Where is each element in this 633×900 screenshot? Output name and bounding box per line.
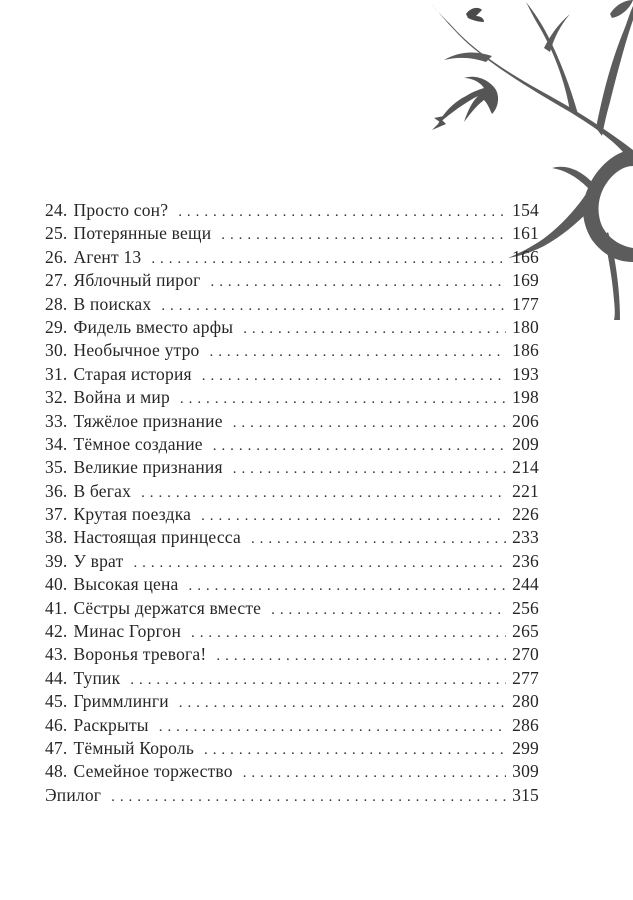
toc-entry[interactable] (45, 246, 539, 269)
chapter-number: 40. (45, 574, 68, 595)
dot-leader (191, 622, 506, 645)
page-number: 236 (512, 550, 539, 571)
chapter-number: 48. (45, 761, 68, 782)
page-number: 180 (512, 316, 539, 337)
toc-entry[interactable] (45, 363, 539, 386)
dot-leader (133, 552, 506, 575)
chapter-number: 37. (45, 504, 68, 525)
toc-entry[interactable] (45, 667, 539, 690)
dot-leader (233, 458, 506, 481)
page-number: 270 (512, 644, 539, 665)
chapter-number: 27. (45, 270, 68, 291)
chapter-number: 46. (45, 714, 68, 735)
bird-icon (466, 8, 484, 22)
page-number: 226 (512, 504, 539, 525)
dot-leader (243, 318, 506, 341)
page-number: 233 (512, 527, 539, 548)
chapter-title: Потерянные вещи (73, 223, 212, 244)
page-number: 198 (512, 387, 539, 408)
page-number: 315 (512, 784, 539, 805)
chapter-title: Просто сон? (73, 200, 169, 220)
toc-entry[interactable] (45, 503, 539, 526)
chapter-title: Воронья тревога! (73, 644, 207, 665)
chapter-number: 42. (45, 621, 68, 642)
chapter-number: 41. (45, 597, 68, 618)
toc-entry[interactable] (45, 316, 539, 339)
chapter-title: Семейное торжество (73, 761, 233, 782)
chapter-title: Высокая цена (73, 574, 179, 595)
page-number: 309 (512, 761, 539, 782)
chapter-title: Тёмный Король (73, 737, 195, 758)
chapter-title: Минас Горгон (73, 621, 182, 642)
page-number: 214 (512, 457, 539, 478)
toc-entry[interactable] (45, 269, 539, 292)
chapter-title: Необычное утро (73, 340, 200, 361)
chapter-title: Война и мир (73, 387, 170, 408)
chapter-number: 34. (45, 433, 68, 454)
chapter-number: 45. (45, 691, 68, 712)
page-number: 154 (512, 200, 539, 220)
dot-leader (233, 412, 506, 435)
page-number: 186 (512, 340, 539, 361)
dot-leader (202, 365, 506, 388)
toc-entry[interactable] (45, 550, 539, 573)
toc-entry[interactable] (45, 597, 539, 620)
toc-entry[interactable] (45, 643, 539, 666)
chapter-title: Агент 13 (73, 246, 142, 267)
toc-entry[interactable] (45, 714, 539, 737)
toc-entry[interactable] (45, 386, 539, 409)
page-number: 256 (512, 597, 539, 618)
chapter-title: В поисках (73, 293, 152, 314)
dot-leader (130, 669, 506, 692)
toc-entry[interactable] (45, 222, 539, 245)
page-number: 244 (512, 574, 539, 595)
chapter-title: Яблочный пирог (73, 270, 201, 291)
dot-leader (204, 739, 506, 762)
chapter-title: В бегах (73, 480, 132, 501)
dot-leader (221, 224, 506, 247)
chapter-number: 28. (45, 293, 68, 314)
toc-entry[interactable] (45, 199, 539, 222)
dot-leader (111, 786, 506, 809)
swallow-icon (432, 77, 498, 130)
chapter-number: 43. (45, 644, 68, 665)
page-number: 177 (512, 293, 539, 314)
toc-entry[interactable] (45, 760, 539, 783)
epilogue-title: Эпилог (45, 784, 102, 805)
chapter-number: 44. (45, 667, 68, 688)
chapter-title: Фидель вместо арфы (73, 316, 234, 337)
toc-entry[interactable] (45, 737, 539, 760)
page-number: 277 (512, 667, 539, 688)
chapter-title: Гриммлинги (73, 691, 169, 712)
dot-leader (161, 295, 506, 318)
dot-leader (271, 599, 506, 622)
chapter-title: Тёмное создание (73, 433, 203, 454)
dot-leader (159, 716, 506, 739)
toc-entry[interactable] (45, 573, 539, 596)
page-number: 280 (512, 691, 539, 712)
toc-entry[interactable] (45, 433, 539, 456)
chapter-title: Настоящая принцесса (73, 527, 241, 548)
dot-leader (213, 435, 506, 458)
chapter-number: 26. (45, 246, 68, 267)
toc-entry[interactable] (45, 339, 539, 362)
page-number: 209 (512, 433, 539, 454)
dot-leader (151, 248, 506, 271)
toc-entry[interactable] (45, 293, 539, 316)
dot-leader (178, 201, 506, 224)
toc-entry[interactable] (45, 690, 539, 713)
chapter-title: Старая история (73, 363, 192, 384)
toc-entry-epilogue[interactable] (45, 784, 539, 807)
page-number: 169 (512, 270, 539, 291)
dot-leader (180, 388, 506, 411)
chapter-number: 24. (45, 200, 68, 220)
toc-entry[interactable] (45, 620, 539, 643)
chapter-number: 47. (45, 737, 68, 758)
chapter-title: Сёстры держатся вместе (73, 597, 262, 618)
toc-entry[interactable] (45, 480, 539, 503)
toc-entry[interactable] (45, 526, 539, 549)
page-number: 265 (512, 621, 539, 642)
dot-leader (189, 575, 507, 598)
dot-leader (210, 341, 507, 364)
chapter-title: Тупик (73, 667, 121, 688)
dot-leader (211, 271, 507, 294)
dot-leader (179, 692, 506, 715)
toc-entry[interactable] (45, 456, 539, 479)
dot-leader (243, 762, 506, 785)
chapter-number: 32. (45, 387, 68, 408)
chapter-title: Тяжёлое признание (73, 410, 223, 431)
page-number: 166 (512, 246, 539, 267)
page-number: 161 (512, 223, 539, 244)
dot-leader (216, 645, 506, 668)
page-number: 221 (512, 480, 539, 501)
chapter-title: Великие признания (73, 457, 223, 478)
chapter-title: Крутая поездка (73, 504, 192, 525)
page-number: 299 (512, 737, 539, 758)
chapter-number: 35. (45, 457, 68, 478)
chapter-number: 25. (45, 223, 68, 244)
dot-leader (201, 505, 506, 528)
chapter-number: 38. (45, 527, 68, 548)
toc-entry[interactable] (45, 410, 539, 433)
chapter-number: 30. (45, 340, 68, 361)
chapter-title: У врат (73, 550, 124, 571)
chapter-number: 33. (45, 410, 68, 431)
table-of-contents (45, 199, 539, 807)
chapter-title: Раскрыты (73, 714, 149, 735)
page-number: 206 (512, 410, 539, 431)
dot-leader (141, 482, 506, 505)
page-number: 286 (512, 714, 539, 735)
chapter-number: 31. (45, 363, 68, 384)
dot-leader (251, 528, 506, 551)
chapter-number: 29. (45, 316, 68, 337)
page-number: 193 (512, 363, 539, 384)
chapter-number: 39. (45, 550, 68, 571)
chapter-number: 36. (45, 480, 68, 501)
